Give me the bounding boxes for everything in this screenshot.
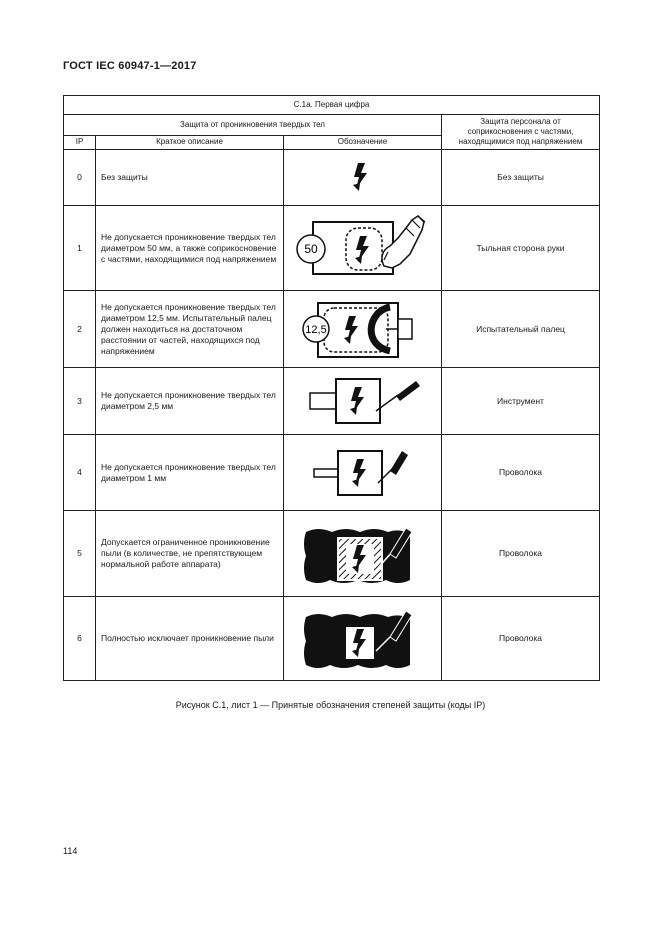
- ip-code: 5: [64, 511, 96, 597]
- test-finger-icon: [288, 293, 438, 365]
- row-description: Не допускается проникновение твердых тел диаметром 50 мм, а также соприкосновение с частями, находящимися под напряжением: [96, 206, 284, 291]
- personnel-protection: Проволока: [442, 511, 600, 597]
- dust-protected-icon: [288, 514, 438, 594]
- symbol-cell: [284, 435, 442, 511]
- table-row: [64, 206, 600, 291]
- diameter-label: 12,5: [304, 324, 327, 336]
- row-description: Допускается ограниченное проникновение пыли (в количестве, не препятствующем нормальной работе аппарата): [96, 511, 284, 597]
- table-row: [64, 435, 600, 511]
- personnel-header: Защита персонала от соприкосновения с частями, находящимися под напряжением: [442, 115, 600, 150]
- back-of-hand-icon: [288, 208, 438, 288]
- ip-code: 4: [64, 435, 96, 511]
- row-description: Не допускается проникновение твердых тел диаметром 2,5 мм: [96, 368, 284, 435]
- page-number: 114: [63, 846, 78, 856]
- diameter-label: 50: [303, 242, 318, 256]
- row-description: Без защиты: [96, 150, 284, 206]
- wire-icon: [288, 439, 438, 507]
- ip-code: 1: [64, 206, 96, 291]
- col-symbol-header: Обозначение: [284, 136, 442, 150]
- symbol-cell: [284, 368, 442, 435]
- dust-tight-icon: [288, 599, 438, 679]
- symbol-cell: [284, 150, 442, 206]
- table-title: C.1a. Первая цифра: [64, 96, 600, 115]
- ip-code: 6: [64, 597, 96, 681]
- ip-code: 3: [64, 368, 96, 435]
- col-ip-header: IP: [64, 136, 96, 150]
- table-row: [64, 511, 600, 597]
- symbol-cell: [284, 511, 442, 597]
- personnel-protection: Проволока: [442, 435, 600, 511]
- personnel-protection: Инструмент: [442, 368, 600, 435]
- figure-caption: Рисунок C.1, лист 1 — Принятые обозначения степеней защиты (коды IP): [175, 700, 486, 710]
- document-header: ГОСТ IEC 60947-1—2017: [63, 60, 197, 72]
- personnel-protection: Без защиты: [442, 150, 600, 206]
- personnel-protection: Тыльная сторона руки: [442, 206, 600, 291]
- col-description-header: Краткое описание: [96, 136, 284, 150]
- lightning-bolt-icon: [343, 158, 383, 198]
- row-description: Полностью исключает проникновение пыли: [96, 597, 284, 681]
- table-row: [64, 597, 600, 681]
- table-row: [64, 291, 600, 368]
- table-row: [64, 368, 600, 435]
- ip-code: 0: [64, 150, 96, 206]
- symbol-cell: [284, 206, 442, 291]
- group-header: Защита от проникновения твердых тел: [64, 115, 442, 136]
- tool-icon: [288, 371, 438, 431]
- table-row: [64, 150, 600, 206]
- row-description: Не допускается проникновение твердых тел диаметром 12,5 мм. Испытательный палец должен находиться на достаточном расстоянии от частей, находящихся под напряжением: [96, 291, 284, 368]
- symbol-cell: [284, 291, 442, 368]
- symbol-cell: [284, 597, 442, 681]
- ip-code: 2: [64, 291, 96, 368]
- personnel-protection: Испытательный палец: [442, 291, 600, 368]
- row-description: Не допускается проникновение твердых тел диаметром 1 мм: [96, 435, 284, 511]
- personnel-protection: Проволока: [442, 597, 600, 681]
- ip-codes-table: [63, 95, 600, 681]
